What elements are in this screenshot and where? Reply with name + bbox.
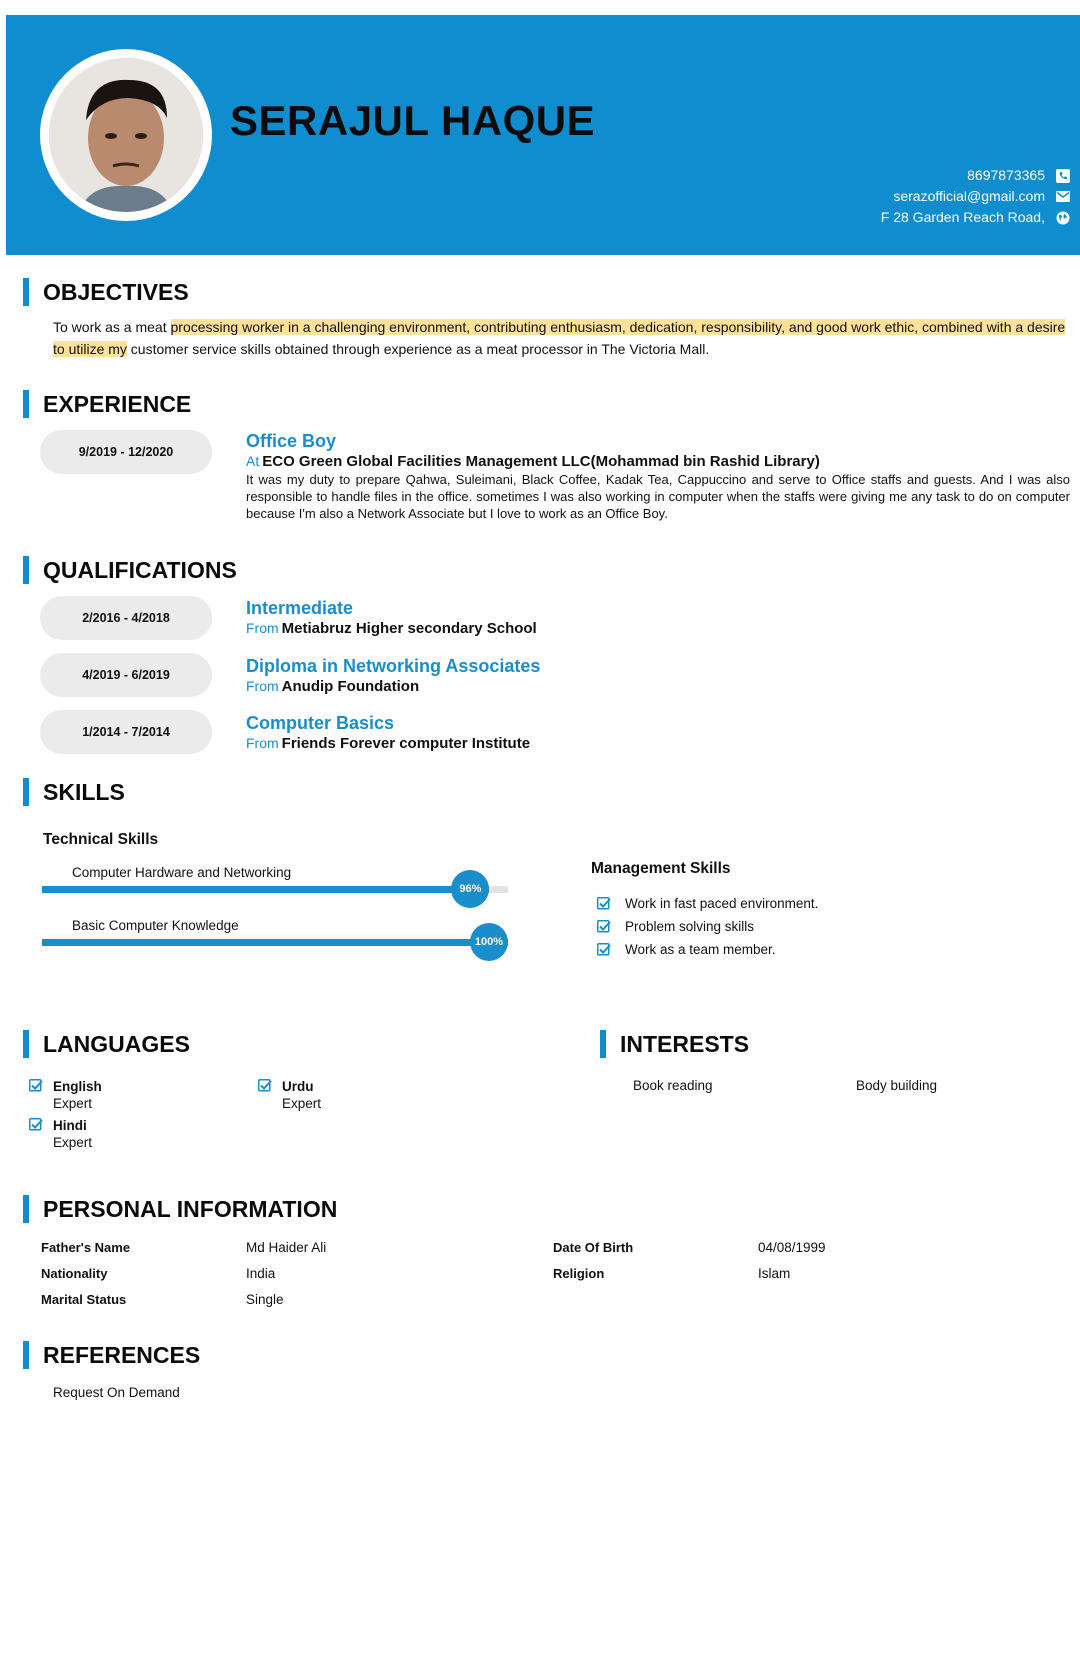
date-of-birth-value: 04/08/1999 [758, 1240, 826, 1255]
skill-name: Computer Hardware and Networking [72, 865, 292, 880]
experience-entry [246, 431, 1070, 522]
checkbox-icon [597, 920, 611, 934]
email-address: serazofficial@gmail.com [893, 188, 1045, 204]
experience-description: It was my duty to prepare Qahwa, Suleimani, Black Coffee, Kadak Tea, Cappuccino and serve to Office staffs and guests. And I was also responsible to handle files in the office. sometimes I was also working in computer when the staffs were giving me any task to do on computer because I'm also a Network Associate but I love to work as an Office Boy. [246, 472, 1070, 521]
language-level: Expert [53, 1096, 93, 1111]
skill-percent-badge: 100% [470, 923, 508, 961]
management-skill-text: Work in fast paced environment. [625, 896, 819, 911]
profile-photo-frame [40, 49, 212, 221]
objective-highlight-2: in a challenging environment, contributing enthusiasm, dedication, responsibility, and good work ethic, combined with a desire to utilize my [53, 319, 1066, 357]
language-name: Urdu [282, 1079, 314, 1094]
qualification-school: Anudip Foundation [281, 678, 420, 695]
contact-address [881, 207, 1070, 228]
language-item [53, 1117, 92, 1151]
qualifications-heading: QUALIFICATIONS [23, 556, 237, 584]
interests-heading: INTERESTS [600, 1030, 749, 1058]
full-name: SERAJUL HAQUE [230, 97, 596, 144]
phone-number: 8697873365 [967, 167, 1045, 183]
marital-status-label: Marital Status [41, 1292, 127, 1307]
contact-info [881, 165, 1070, 228]
skill-bar-track [42, 939, 508, 946]
skill-percent-badge: 96% [451, 870, 489, 908]
qualification-school-line [246, 619, 1070, 638]
checkbox-icon [29, 1079, 43, 1093]
skill-bar-fill [42, 886, 489, 893]
header-banner [6, 15, 1080, 255]
qualification-school: Friends Forever computer Institute [281, 735, 531, 752]
qualification-school-line [246, 677, 1070, 696]
at-prefix: At [246, 453, 260, 469]
technical-skills-heading: Technical Skills [43, 831, 159, 848]
qualification-entry [246, 713, 1070, 753]
from-prefix: From [246, 620, 279, 636]
qualification-entry [246, 598, 1070, 638]
from-prefix: From [246, 678, 279, 694]
qualification-school-line [246, 734, 1070, 753]
qualification-entry [246, 656, 1070, 696]
globe-icon [1055, 210, 1070, 225]
management-skill-text: Work as a team member. [625, 942, 776, 957]
qualification-degree: Intermediate [246, 598, 354, 618]
references-text: Request On Demand [53, 1385, 180, 1400]
checkbox-icon [597, 897, 611, 911]
experience-date: 9/2019 - 12/2020 [40, 430, 212, 474]
checkbox-icon [29, 1118, 43, 1132]
contact-email [881, 186, 1070, 207]
qualification-school: Metiabruz Higher secondary School [281, 620, 537, 637]
management-skills-heading: Management Skills [591, 860, 731, 877]
objective-text [53, 316, 1069, 360]
profile-photo [49, 58, 203, 212]
fathers-name-label: Father's Name [41, 1240, 131, 1255]
skill-bar-fill [42, 939, 508, 946]
fathers-name-value: Md Haider Ali [246, 1240, 327, 1255]
language-item [53, 1078, 102, 1112]
objective-text-end: customer service skills obtained through experience as a meat processor in The Victoria Mall. [126, 341, 710, 357]
skill-bar-track [42, 886, 508, 893]
language-name: English [53, 1079, 102, 1094]
envelope-icon [1055, 189, 1070, 204]
language-item [282, 1078, 321, 1112]
qualification-degree: Computer Basics [246, 713, 395, 733]
qualification-date: 1/2014 - 7/2014 [40, 710, 212, 754]
personal-information-heading: PERSONAL INFORMATION [23, 1195, 337, 1223]
interest-item: Body building [856, 1078, 938, 1093]
objectives-heading: OBJECTIVES [23, 278, 189, 306]
qualification-date: 2/2016 - 4/2018 [40, 596, 212, 640]
religion-label: Religion [553, 1266, 605, 1281]
management-skill-item [597, 896, 818, 911]
skills-heading: SKILLS [23, 778, 125, 806]
references-heading: REFERENCES [23, 1341, 200, 1369]
checkbox-icon [258, 1079, 272, 1093]
languages-heading: LANGUAGES [23, 1030, 190, 1058]
experience-company-line [246, 452, 1070, 471]
objective-text-start: To work as a meat [53, 319, 171, 335]
phone-icon [1055, 168, 1070, 183]
qualification-date: 4/2019 - 6/2019 [40, 653, 212, 697]
objective-highlight-1: processing worker [170, 319, 285, 335]
from-prefix: From [246, 735, 279, 751]
nationality-value: India [246, 1266, 276, 1281]
religion-value: Islam [758, 1266, 791, 1281]
management-skill-text: Problem solving skills [625, 919, 755, 934]
skill-name: Basic Computer Knowledge [72, 918, 239, 933]
checkbox-icon [597, 943, 611, 957]
address: F 28 Garden Reach Road, [880, 209, 1045, 225]
date-of-birth-label: Date Of Birth [553, 1240, 634, 1255]
language-name: Hindi [53, 1118, 87, 1133]
contact-phone [881, 165, 1070, 186]
experience-company: ECO Green Global Facilities Management LLC(Mohammad bin Rashid Library) [262, 453, 820, 470]
language-level: Expert [282, 1096, 322, 1111]
marital-status-value: Single [246, 1292, 284, 1307]
experience-heading: EXPERIENCE [23, 390, 191, 418]
management-skill-item [597, 942, 776, 957]
nationality-label: Nationality [41, 1266, 108, 1281]
experience-role: Office Boy [246, 431, 337, 451]
interest-item: Book reading [633, 1078, 713, 1093]
language-level: Expert [53, 1135, 93, 1150]
management-skill-item [597, 919, 754, 934]
qualification-degree: Diploma in Networking Associates [246, 656, 541, 676]
